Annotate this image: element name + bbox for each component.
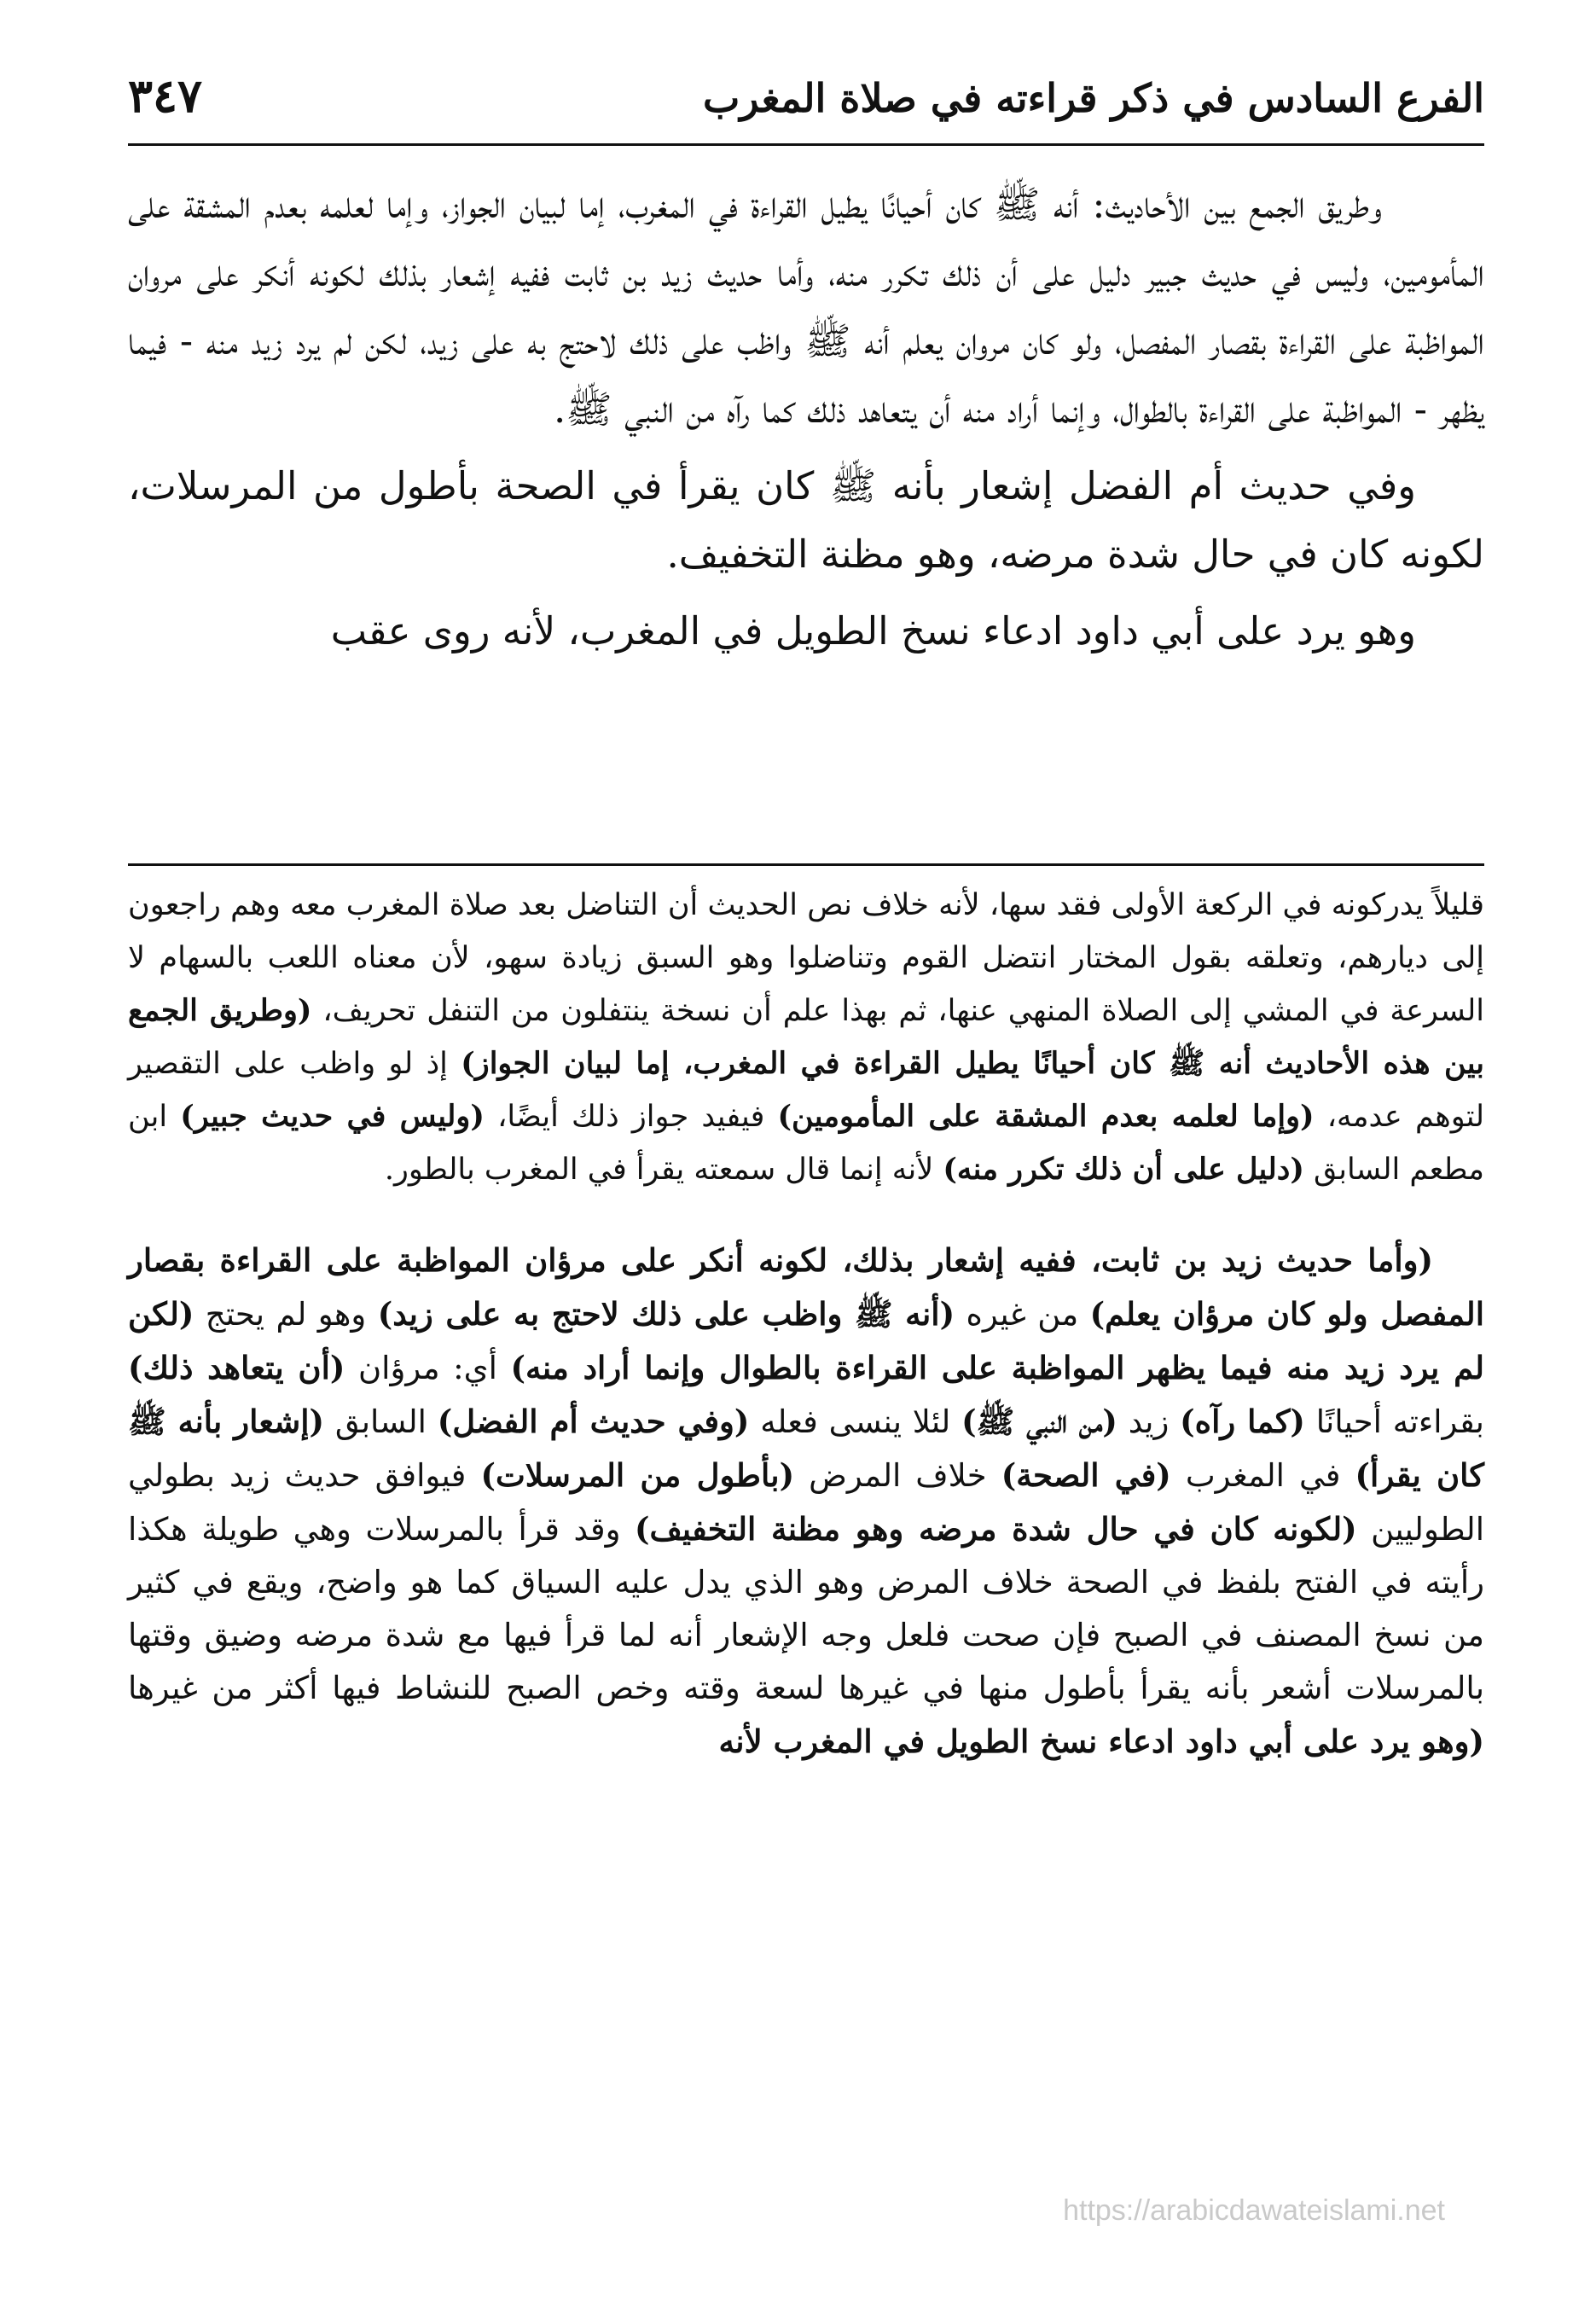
commentary-quote: (لكونه كان في حال شدة مرضه وهو مظنة التخفيف) — [635, 1510, 1357, 1548]
commentary-text-run: لأنه إنما قال سمعته يقرأ في المغرب بالطور. — [384, 1153, 943, 1187]
main-paragraph-1: وطريق الجمع بين الأحاديث: أنه ﷺ كان أحيانًا يطيل القراءة في المغرب، إما لبيان الجواز، وإما لعلمه بعدم المشقة على المأمومين، وليس في حديث جبير دليل على أن ذلك تكرر منه، وأما حديث زيد بن ثابت ففيه إشعار بذلك لكونه أنكر على مروان المواظبة على القراءة بقصار المفصل، ولو كان مروان يعلم أنه ﷺ واظب على ذلك لاحتج به على زيد، لكن لم يرد زيد منه - فيما يظهر - المواظبة على القراءة بالطوال، وإنما أراد منه أن يتعاهد ذلك كما رآه من النبي ﷺ. — [128, 182, 1484, 432]
commentary-text-run: بقراءته أحيانًا — [1304, 1403, 1484, 1440]
commentary-quote: (لكن لم يرد زيد منه فيما يظهر المواظبة على القراءة بالطوال وإنما أراد منه) — [128, 1295, 1484, 1386]
commentary-text-run: ابن مطعم السابق — [128, 1100, 1484, 1187]
commentary-quote: (أنه ﷺ واظب على ذلك لاحتج به على زيد) — [377, 1295, 955, 1333]
commentary-quote: (وأما حديث زيد بن ثابت، ففيه إشعار بذلك، لكونه أنكر على مرؤان المواظبة على القراءة بقصار المفصل ولو كان مرؤان يعلم) — [128, 1241, 1484, 1333]
commentary-quote: (وفي حديث أم الفضل) — [437, 1403, 750, 1440]
commentary-text-run: من غيره — [955, 1296, 1090, 1333]
watermark-url: https://arabicdawateislami.net — [1063, 2194, 1445, 2227]
commentary-quote: (وليس في حديث جبير) — [180, 1099, 485, 1134]
commentary-quote: (أن يتعاهد ذلك) — [128, 1349, 345, 1386]
commentary-quote: (في الصحة) — [1001, 1456, 1171, 1494]
commentary-text-run: في المغرب — [1170, 1457, 1355, 1494]
commentary-text-run: فيفيد جواز ذلك أيضًا، — [484, 1100, 778, 1134]
commentary-text-run: زيد — [1117, 1403, 1181, 1440]
commentary-quote: (دليل على أن ذلك تكرر منه) — [943, 1152, 1304, 1187]
commentary-text-run: وهو لم يحتج — [194, 1296, 378, 1333]
header-divider — [128, 143, 1484, 146]
commentary-quote: (كما رآه) — [1180, 1403, 1305, 1440]
commentary-text — [128, 879, 1484, 1769]
commentary-quote: (من النبي ﷺ) — [961, 1403, 1117, 1440]
commentary-quote: (وإما لعلمه بعدم المشقة على المأمومين) — [777, 1099, 1315, 1134]
commentary-text-run: السابق — [324, 1403, 438, 1440]
commentary-text-run: لئلا ينسى فعله — [749, 1403, 962, 1440]
commentary-text-run: قليلاً يدركونه في الركعة الأولى فقد سها، لأنه خلاف نص الحديث أن التناضل بعد صلاة المغرب معه وهم راجعون إلى ديارهم، وتعلقه بقول المختار انتضل القوم وتناضلوا وهو السبق زيادة سهو، لأن معناه اللعب بالسهام لا السرعة في المشي إلى الصلاة المنهي عنها، ثم بهذا علم أن نسخة ينتفلون من التنفل تحريف، — [128, 888, 1484, 1028]
commentary-paragraph-1 — [128, 879, 1484, 1196]
page-number: ٣٤٧ — [128, 68, 203, 123]
running-title: الفرع السادس في ذكر قراءته في صلاة المغرب — [702, 75, 1484, 121]
main-text — [128, 171, 1484, 674]
commentary-text-run: فيوافق حديث زيد بطولي الطوليين — [128, 1457, 1484, 1548]
commentary-quote: (وهو يرد على أبي داود ادعاء نسخ الطويل في المغرب لأنه — [718, 1723, 1484, 1760]
commentary-quote: (إشعار بأنه ﷺ كان يقرأ) — [128, 1403, 1485, 1494]
commentary-quote: (وطريق الجمع بين هذه الأحاديث أنه ﷺ كان أحيانًا يطيل القراءة في المغرب، إما لبيان الجواز) — [128, 993, 1484, 1081]
commentary-text-run: إذ لو واظب على التقصير لتوهم عدمه، — [128, 1047, 1485, 1134]
commentary-divider — [128, 863, 1484, 866]
commentary-text-run: خلاف المرض — [794, 1457, 1001, 1494]
commentary-quote: (بأطول من المرسلات) — [480, 1456, 795, 1494]
main-paragraph-3: وهو يرد على أبي داود ادعاء نسخ الطويل في المغرب، لأنه روى عقب — [330, 608, 1416, 654]
page-header — [128, 60, 1484, 145]
commentary-paragraph-2 — [128, 1234, 1484, 1769]
commentary-text-run: أي: مرؤان — [345, 1350, 511, 1386]
main-paragraph-2: وفي حديث أم الفضل إشعار بأنه ﷺ كان يقرأ في الصحة بأطول من المرسلات، لكونه كان في حال شدة مرضه، وهو مظنة التخفيف. — [128, 463, 1484, 577]
commentary-text-run: وقد قرأ بالمرسلات وهي طويلة هكذا رأيته في الفتح بلفظ في الصحة خلاف المرض وهو الذي يدل عليه السياق كما هو واضح، ويقع في كثير من نسخ المصنف في الصبح فإن صحت فلعل وجه الإشعار أنه لما قرأ فيها مع شدة مرضه وضيق وقتها بالمرسلات أشعر بأنه يقرأ بأطول منها في غيرها لسعة وقته وخص الصبح للنشاط فيها أكثر من غيرها — [128, 1511, 1484, 1706]
